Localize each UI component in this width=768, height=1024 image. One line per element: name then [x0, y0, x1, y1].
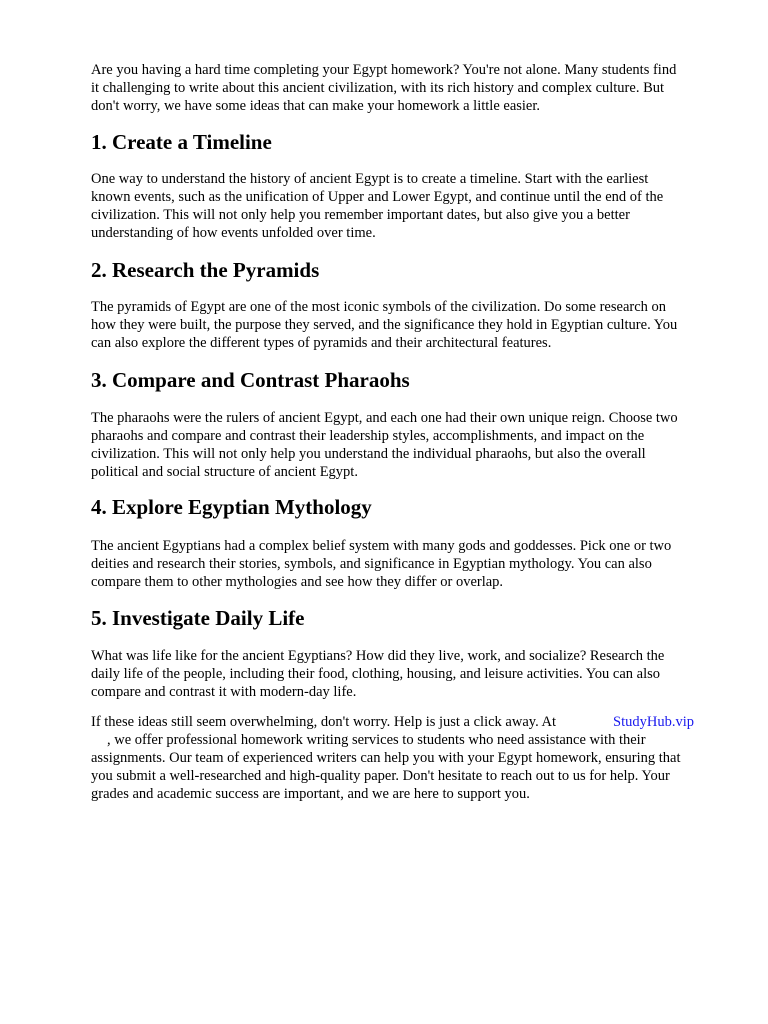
paragraph-line: civilization. This will not only help you understand the individual pharaohs, but also the overall [91, 446, 646, 462]
paragraph-line: One way to understand the history of ancient Egypt is to create a timeline. Start with the earliest [91, 171, 649, 187]
section-heading-mythology: 4. Explore Egyptian Mythology [91, 495, 372, 519]
studyhub-link[interactable]: StudyHub.vip [613, 714, 694, 730]
paragraph-line: The pyramids of Egypt are one of the most iconic symbols of the civilization. Do some research on [91, 299, 667, 315]
paragraph-line: daily life of the people, including their food, clothing, housing, and leisure activities. You can also [91, 666, 661, 682]
intro-line: it challenging to write about this ancient civilization, with its rich history and complex culture. But [91, 80, 665, 96]
paragraph-line: compare them to other mythologies and see how they differ or overlap. [91, 574, 504, 590]
paragraph-line: how they were built, the purpose they served, and the significance they hold in Egyptian culture. You [91, 317, 678, 333]
closing-line: grades and academic success are important, and we are here to support you. [91, 786, 530, 802]
paragraph-line: deities and research their stories, symbols, and significance in Egyptian mythology. You can also [91, 556, 652, 572]
paragraph-line: civilization. This will not only help you remember important dates, but also give you a better [91, 207, 630, 223]
paragraph-line: known events, such as the unification of Upper and Lower Egypt, and continue until the end of the [91, 189, 664, 205]
section-heading-pyramids: 2. Research the Pyramids [91, 258, 320, 282]
section-heading-timeline: 1. Create a Timeline [91, 130, 272, 154]
closing-line: assignments. Our team of experienced writers can help you with your Egypt homework, ensuring that [91, 750, 681, 766]
paragraph-line: political and social structure of ancient Egypt. [91, 464, 358, 480]
paragraph-line: pharaohs and compare and contrast their leadership styles, accomplishments, and impact on the [91, 428, 645, 444]
paragraph-line: The ancient Egyptians had a complex belief system with many gods and goddesses. Pick one or two [91, 538, 672, 554]
closing-line: , we offer professional homework writing services to students who need assistance with their [107, 732, 646, 748]
closing-first-line: If these ideas still seem overwhelming, don't worry. Help is just a click away. At [91, 714, 557, 730]
paragraph-line: compare and contrast it with modern-day life. [91, 684, 357, 700]
intro-line: Are you having a hard time completing your Egypt homework? You're not alone. Many students find [91, 62, 677, 78]
paragraph-line: What was life like for the ancient Egyptians? How did they live, work, and socialize? Research the [91, 648, 665, 664]
closing-line: you submit a well-researched and high-quality paper. Don't hesitate to reach out to us for help. Your [91, 768, 670, 784]
intro-line: don't worry, we have some ideas that can make your homework a little easier. [91, 98, 541, 114]
section-heading-daily-life: 5. Investigate Daily Life [91, 606, 305, 630]
paragraph-line: can also explore the different types of pyramids and their architectural features. [91, 335, 552, 351]
section-heading-pharaohs: 3. Compare and Contrast Pharaohs [91, 368, 410, 392]
paragraph-line: understanding of how events unfolded over time. [91, 225, 376, 241]
paragraph-line: The pharaohs were the rulers of ancient Egypt, and each one had their own unique reign. Choose two [91, 410, 678, 426]
